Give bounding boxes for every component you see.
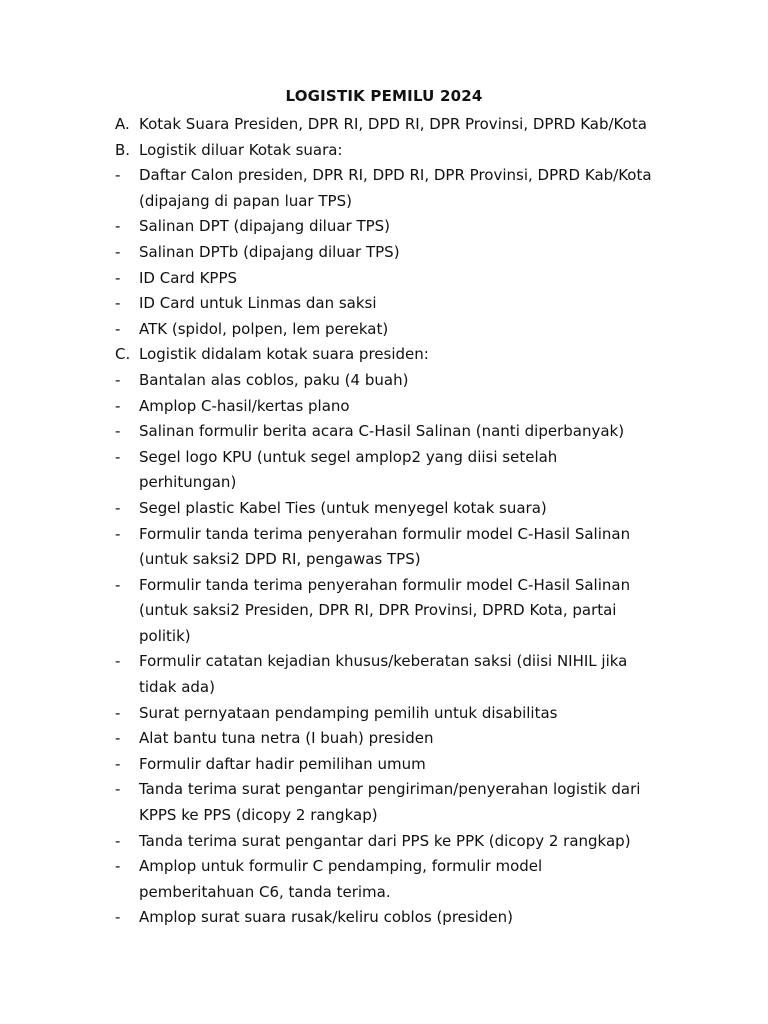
list-item-marker: - <box>115 370 121 389</box>
list-item-marker: - <box>115 754 121 773</box>
list-item-text: Formulir tanda terima penyerahan formulir model C-Hasil Salinan (untuk saksi2 DPD RI, pengawas TPS) <box>139 524 631 569</box>
list-item <box>115 726 675 752</box>
list-item <box>115 701 675 727</box>
list-item <box>115 266 675 292</box>
list-item <box>115 240 675 266</box>
list-item-marker: - <box>115 166 121 185</box>
list-item <box>115 394 675 420</box>
list-item-marker: - <box>115 217 121 236</box>
list-item-marker: - <box>115 396 121 415</box>
list-item-text: Tanda terima surat pengantar dari PPS ke PPK (dicopy 2 rangkap) <box>139 831 631 850</box>
list-item-marker: B. <box>115 140 131 159</box>
list-item <box>115 445 675 496</box>
list-item <box>115 368 675 394</box>
list-item <box>115 573 675 650</box>
list-item-text: Tanda terima surat pengantar pengiriman/penyerahan logistik dari KPPS ke PPS (dicopy 2 rangkap) <box>139 780 641 825</box>
list-item-marker: - <box>115 524 121 543</box>
list-item <box>115 777 675 828</box>
list-item-text: Alat bantu tuna netra (I buah) presiden <box>139 729 434 748</box>
list-item-marker: A. <box>115 115 130 133</box>
list-item-marker: - <box>115 294 121 313</box>
list-item-marker: - <box>115 268 121 287</box>
list-item-text: Salinan DPT (dipajang diluar TPS) <box>139 217 391 236</box>
list-item-text: Salinan DPTb (dipajang diluar TPS) <box>139 242 400 261</box>
list-item-marker: - <box>115 780 121 799</box>
list-item-text: Kotak Suara Presiden, DPR RI, DPD RI, DPR Provinsi, DPRD Kab/Kota <box>139 115 647 133</box>
list-item-text: Amplop untuk formulir C pendamping, formulir model pemberitahuan C6, tanda terima. <box>139 857 543 901</box>
list-item-marker: - <box>115 652 121 671</box>
list-item-marker: - <box>115 857 121 876</box>
list-item <box>115 905 675 931</box>
list-item-text: ATK (spidol, polpen, lem perekat) <box>139 319 389 338</box>
list-item-text: Daftar Calon presiden, DPR RI, DPD RI, DPR Provinsi, DPRD Kab/Kota (dipajang di papan luar TPS) <box>139 166 652 210</box>
list-item <box>115 214 675 240</box>
list-item-text: Segel plastic Kabel Ties (untuk menyegel kotak suara) <box>139 498 547 517</box>
list-item <box>115 752 675 778</box>
list-item <box>115 317 675 343</box>
list-item <box>115 112 675 138</box>
list-item-text: Salinan formulir berita acara C-Hasil Salinan (nanti diperbanyak) <box>139 422 625 441</box>
list-item <box>115 829 675 855</box>
list-item-text: Surat pernyataan pendamping pemilih untuk disabilitas <box>139 703 558 722</box>
list-item-text: Logistik didalam kotak suara presiden: <box>139 345 429 364</box>
list-item-marker: - <box>115 422 121 441</box>
list-item <box>115 854 675 905</box>
list-item <box>115 419 675 445</box>
list-item <box>115 138 675 164</box>
list-item-text: ID Card KPPS <box>139 268 238 287</box>
list-item-text: Formulir catatan kejadian khusus/keberatan saksi (diisi NIHIL jika tidak ada) <box>139 652 628 697</box>
list-item-text: Logistik diluar Kotak suara: <box>139 140 343 159</box>
list-item <box>115 291 675 317</box>
list-item-marker: - <box>115 242 121 261</box>
list-item-marker: - <box>115 703 121 722</box>
logistics-list <box>115 112 675 931</box>
list-item-text: Amplop surat suara rusak/keliru coblos (presiden) <box>139 908 513 927</box>
list-item-text: Amplop C-hasil/kertas plano <box>139 396 350 415</box>
list-item-marker: - <box>115 447 121 466</box>
list-item-marker: - <box>115 575 121 594</box>
list-item-marker: - <box>115 908 121 927</box>
list-item <box>115 496 675 522</box>
list-item-text: Formulir daftar hadir pemilihan umum <box>139 754 426 773</box>
list-item-marker: - <box>115 498 121 517</box>
document-title: LOGISTIK PEMILU 2024 <box>285 87 483 105</box>
list-item-text: ID Card untuk Linmas dan saksi <box>139 294 377 313</box>
list-item-text: Bantalan alas coblos, paku (4 buah) <box>139 370 409 389</box>
list-item-marker: - <box>115 729 121 748</box>
list-item <box>115 522 675 573</box>
list-item <box>115 649 675 700</box>
list-item <box>115 342 675 368</box>
list-item-marker: - <box>115 319 121 338</box>
list-item-text: Segel logo KPU (untuk segel amplop2 yang diisi setelah perhitungan) <box>139 447 558 492</box>
list-item-marker: C. <box>115 345 131 364</box>
list-item <box>115 163 675 214</box>
list-item-marker: - <box>115 831 121 850</box>
list-item-text: Formulir tanda terima penyerahan formulir model C-Hasil Salinan (untuk saksi2 Presiden, DPR RI, DPR Provinsi, DPRD Kota, partai politik) <box>139 575 631 645</box>
